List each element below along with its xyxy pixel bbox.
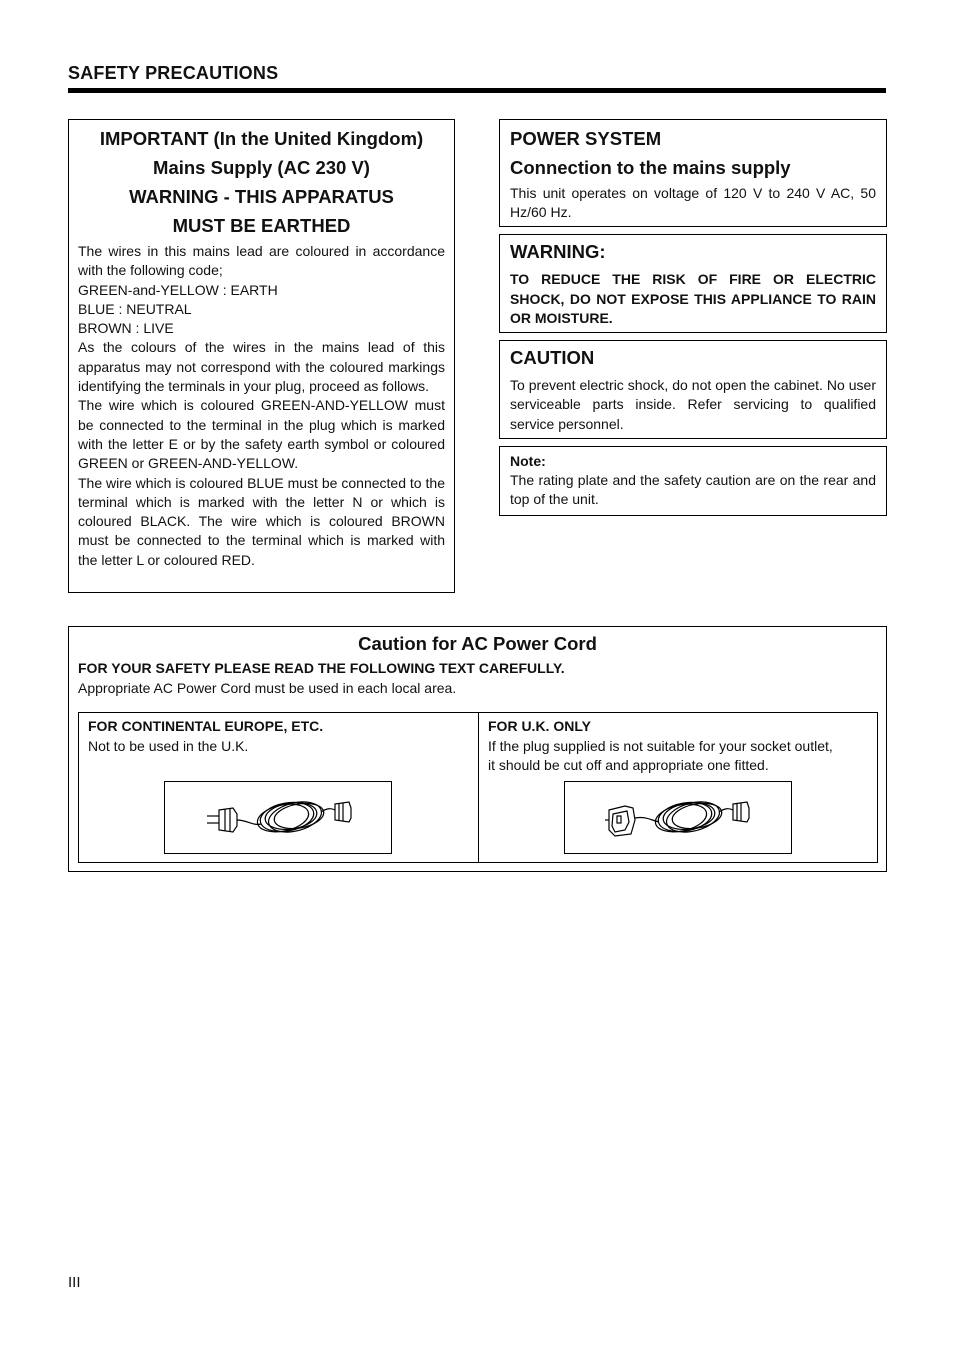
uk-title-line-3: WARNING - THIS APPARATUS	[129, 186, 394, 207]
power-system-title: POWER SYSTEM	[510, 128, 662, 149]
warning-body: TO REDUCE THE RISK OF FIRE OR ELECTRIC SHOCK, DO NOT EXPOSE THIS APPLIANCE TO RAIN OR MOISTURE.	[510, 271, 876, 326]
ac-cord-safety-line: FOR YOUR SAFETY PLEASE READ THE FOLLOWING TEXT CAREFULLY.	[78, 660, 565, 676]
uk-title-line-4: MUST BE EARTHED	[172, 215, 351, 236]
uk-text-line-2: it should be cut off and appropriate one fitted.	[488, 757, 769, 773]
caution-box	[499, 340, 887, 439]
uk-heading: FOR U.K. ONLY	[488, 718, 591, 734]
uk-plug-power-cord-icon	[603, 790, 753, 846]
uk-body	[78, 242, 445, 570]
uk-paragraph-colour-code: The wires in this mains lead are coloured in accordance with the following code;	[78, 243, 445, 279]
uk-paragraph-blue-brown: The wire which is coloured BLUE must be connected to the terminal which is marked with the letter N or which is coloured BLACK. The wire which is coloured BROWN must be connected to the terminal which is marked with the letter L or coloured RED.	[78, 474, 445, 568]
ac-cord-info-line: Appropriate AC Power Cord must be used in each local area.	[78, 679, 457, 696]
warning-box	[499, 234, 887, 333]
uk-title-line-1: IMPORTANT (In the United Kingdom)	[99, 128, 424, 149]
europe-cord-illustration	[164, 781, 392, 854]
note-box	[499, 446, 887, 516]
europe-text: Not to be used in the U.K.	[88, 737, 249, 754]
europlug-power-cord-icon	[203, 790, 353, 846]
uk-text-line-1: If the plug supplied is not suitable for your socket outlet,	[488, 737, 833, 754]
uk-title-line-2: Mains Supply (AC 230 V)	[153, 157, 370, 178]
page-number: III	[68, 1274, 81, 1291]
uk-code-earth: GREEN-and-YELLOW : EARTH	[78, 281, 278, 298]
power-system-subtitle: Connection to the mains supply	[510, 157, 791, 178]
uk-paragraph-earth-wire: The wire which is coloured GREEN-AND-YELLOW must be connected to the terminal in the plug which is marked with the letter E or by the safety earth symbol or coloured GREEN or GREEN-AND-YELLOW.	[78, 397, 445, 472]
uk-code-live: BROWN : LIVE	[78, 320, 174, 337]
ac-cord-title: Caution for AC Power Cord	[358, 633, 597, 654]
uk-cord-illustration	[564, 781, 792, 854]
caution-title: CAUTION	[510, 347, 595, 368]
uk-paragraph-proceed: As the colours of the wires in the mains lead of this apparatus may not correspond with the coloured markings identifying the terminals in your plug, proceed as follows.	[78, 339, 445, 395]
uk-column	[479, 713, 877, 862]
uk-code-neutral: BLUE : NEUTRAL	[78, 300, 192, 317]
power-system-body: This unit operates on voltage of 120 V to 240 V AC, 50 Hz/60 Hz.	[510, 185, 876, 221]
power-system-box	[499, 119, 887, 227]
europe-column	[79, 713, 479, 862]
page-heading: SAFETY PRECAUTIONS	[68, 63, 886, 93]
ac-cord-box	[68, 626, 887, 872]
cord-region-table	[78, 712, 878, 863]
caution-body: To prevent electric shock, do not open the cabinet. No user serviceable parts inside. Refer servicing to qualified service personnel.	[510, 377, 876, 432]
uk-mains-box	[68, 119, 455, 593]
note-title: Note:	[510, 453, 546, 469]
note-body: The rating plate and the safety caution are on the rear and top of the unit.	[510, 472, 876, 508]
warning-title: WARNING:	[510, 241, 606, 262]
europe-heading: FOR CONTINENTAL EUROPE, ETC.	[88, 718, 324, 734]
